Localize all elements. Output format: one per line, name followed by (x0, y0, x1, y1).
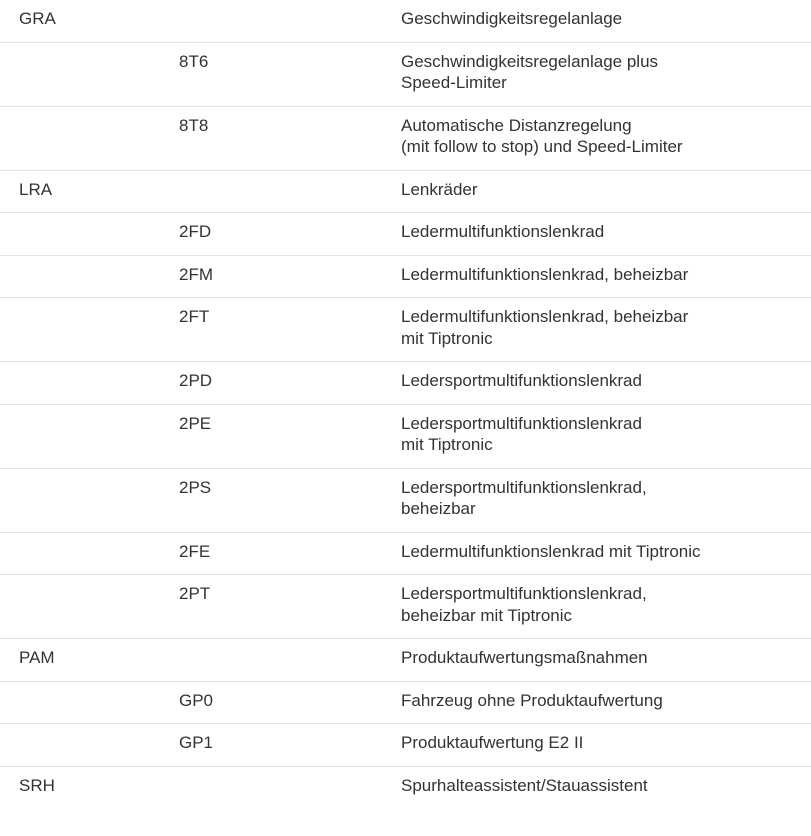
category-cell (0, 724, 165, 767)
description-cell (387, 0, 811, 42)
description-line: Produktaufwertung E2 II (401, 733, 584, 752)
category-cell (0, 532, 165, 575)
code-cell (165, 766, 387, 808)
description-cell (387, 681, 811, 724)
table-row (0, 106, 811, 170)
description-line: Fahrzeug ohne Produktaufwertung (401, 690, 663, 710)
category-cell (0, 213, 165, 256)
code-cell: 2FM (179, 264, 213, 284)
category-cell (0, 362, 165, 405)
description-cell (387, 298, 811, 362)
table-row (0, 766, 811, 808)
description-line: Ledermultifunktionslenkrad (401, 222, 605, 241)
description-cell (387, 639, 811, 682)
description-line: Geschwindigkeitsregelanlage plus (401, 51, 659, 71)
description-line: mit Tiptronic (401, 435, 493, 454)
description-cell (387, 404, 811, 468)
table-row (0, 0, 811, 42)
description-cell (387, 575, 811, 639)
description-cell (387, 724, 811, 767)
description-cell (387, 766, 811, 808)
code-cell: 2PT (179, 584, 211, 603)
description-line: Ledermultifunktionslenkrad, beheizbar (401, 264, 689, 284)
category-cell (0, 681, 165, 724)
table-row (0, 681, 811, 724)
description-line: Ledersportmultifunktionslenkrad (401, 413, 642, 433)
description-line: Produktaufwertungsmaßnahmen (401, 648, 648, 667)
description-line: Automatische Distanzregelung (401, 115, 632, 135)
description-cell (387, 42, 811, 106)
description-line: Ledersportmultifunktionslenkrad, (401, 584, 647, 603)
table-row (0, 170, 811, 213)
description-cell (387, 255, 811, 298)
category-cell (0, 255, 165, 298)
code-cell (165, 170, 387, 213)
table-row (0, 298, 811, 362)
category-cell: LRA (19, 179, 53, 199)
code-cell: 2PE (179, 413, 212, 433)
description-cell (387, 468, 811, 532)
description-line: Geschwindigkeitsregelanlage (401, 9, 623, 28)
table-row (0, 362, 811, 405)
description-cell (387, 170, 811, 213)
description-line: Ledermultifunktionslenkrad, beheizbar (401, 307, 689, 326)
category-cell (0, 404, 165, 468)
category-cell (0, 42, 165, 106)
code-cell: GP0 (179, 690, 214, 710)
code-cell: GP1 (179, 733, 214, 752)
table-row (0, 575, 811, 639)
code-cell (165, 639, 387, 682)
description-cell (387, 213, 811, 256)
category-cell: PAM (19, 648, 55, 667)
code-cell (165, 0, 387, 42)
category-cell (0, 298, 165, 362)
category-cell: GRA (19, 9, 56, 28)
description-line: mit Tiptronic (401, 328, 493, 348)
description-line: Ledersportmultifunktionslenkrad, (401, 477, 647, 497)
category-cell (0, 468, 165, 532)
description-cell (387, 532, 811, 575)
category-cell (0, 106, 165, 170)
description-line: Lenkräder (401, 179, 478, 199)
code-cell: 8T6 (179, 51, 209, 71)
table-row (0, 255, 811, 298)
code-cell: 8T8 (179, 115, 209, 135)
description-cell (387, 362, 811, 405)
table-row (0, 724, 811, 767)
description-line: beheizbar (401, 499, 476, 518)
description-line: Ledersportmultifunktionslenkrad (401, 371, 642, 390)
table-row (0, 639, 811, 682)
description-line: Ledermultifunktionslenkrad mit Tiptronic (401, 541, 701, 561)
description-line: (mit follow to stop) und Speed-Limiter (401, 137, 683, 156)
code-cell: 2PS (179, 477, 212, 497)
code-cell: 2FT (179, 307, 210, 326)
description-line: beheizbar mit Tiptronic (401, 605, 573, 625)
category-cell (0, 575, 165, 639)
description-line: Spurhalteassistent/Stauassistent (401, 775, 648, 795)
description-cell (387, 106, 811, 170)
description-line: Speed-Limiter (401, 73, 507, 92)
code-cell: 2PD (179, 371, 213, 390)
table-row (0, 213, 811, 256)
table-row (0, 42, 811, 106)
table-row (0, 468, 811, 532)
table-row (0, 404, 811, 468)
category-cell: SRH (19, 775, 55, 795)
code-cell: 2FD (179, 222, 212, 241)
table-row (0, 532, 811, 575)
code-cell: 2FE (179, 541, 211, 561)
